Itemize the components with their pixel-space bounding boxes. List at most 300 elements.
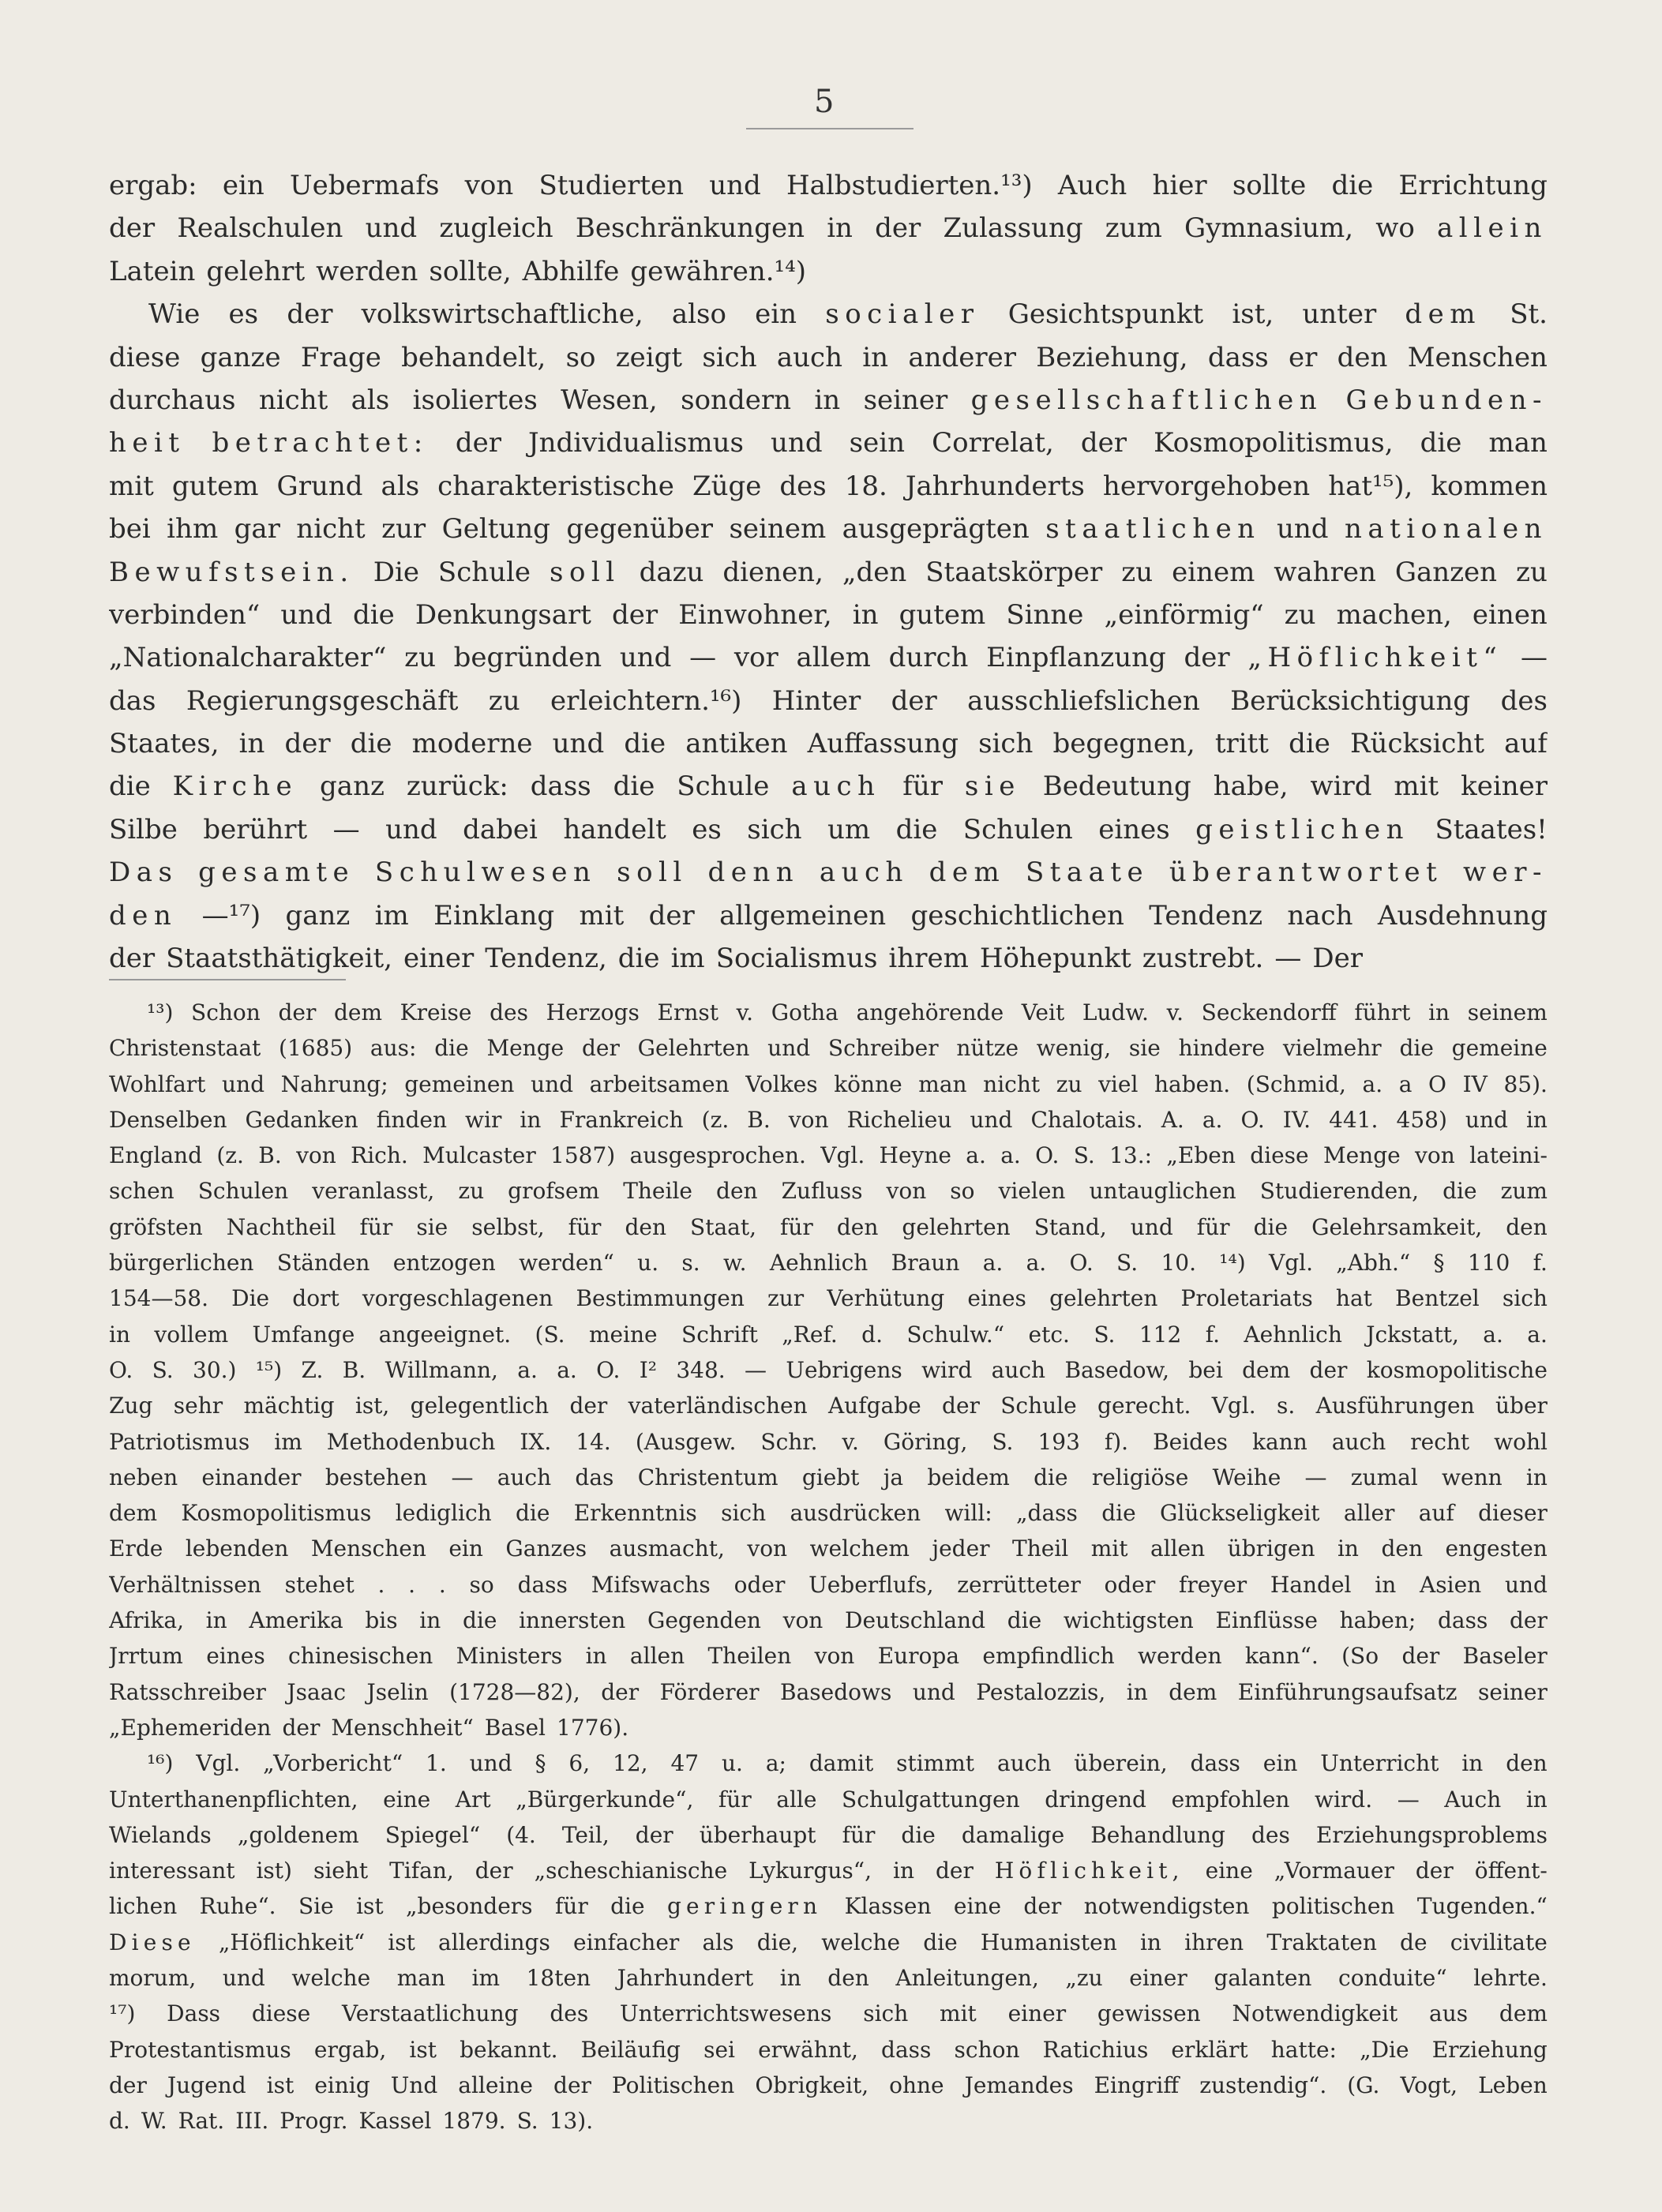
word: Auch [1444,1786,1502,1813]
word: „Nationalcharakter“ [109,642,387,674]
word: „zu [1065,1965,1103,1992]
word: sehr [173,1393,223,1419]
word: der [475,1858,513,1884]
word: Ganzes [505,1535,587,1562]
word: Rat. [178,2108,225,2135]
word: a. [1026,1250,1047,1277]
word: bis [365,1607,398,1634]
word: auf [1418,1500,1454,1527]
word: Basedow, [1064,1356,1169,1383]
word: dienen, [722,556,823,588]
word: S. [152,1356,174,1383]
word: Bewufstsein. [109,556,355,588]
word: Protestantismus [109,2036,291,2063]
word: eine [1205,1858,1253,1884]
word: Ausdehnung [1377,899,1548,932]
word: oder [1104,1571,1156,1598]
word: kommen [1431,470,1548,502]
word: die [462,1607,497,1634]
word: neben [109,1464,178,1490]
word: gar [234,513,280,546]
word: . [408,1571,416,1598]
word: S. [1073,1142,1095,1169]
word: (1728—82), [449,1678,580,1705]
word: Vgl. [196,1750,241,1777]
word: der [282,1714,321,1741]
word: Beides [1153,1428,1229,1455]
word: — [451,1464,474,1490]
word: Schule [677,770,770,803]
word: um [827,813,871,845]
word: und [1504,1571,1548,1598]
word: in [1525,1464,1548,1490]
word: St. [1510,298,1548,331]
word: und [1465,1106,1508,1133]
word: meine [588,1321,658,1348]
word: für [780,1213,813,1240]
word: entzogen [392,1250,496,1277]
word: in [520,1106,542,1133]
word: zeigt [615,341,683,373]
word: der [581,1035,620,1062]
word: B. [258,1142,282,1169]
word: aus [1429,2000,1469,2027]
word: welche [291,1965,371,1992]
word: heit [109,427,186,459]
word: Theil [1012,1535,1069,1562]
word: Gelehrten [637,1035,750,1062]
word: von [296,1142,336,1169]
word: Frankreich [559,1106,684,1133]
word: zurück: [406,770,508,803]
word: Höhepunkt [979,943,1131,975]
word: Uebrigens [786,1356,902,1383]
word: also [671,298,726,331]
word: Realschulen [177,212,343,245]
word: in [109,1321,130,1348]
word: innersten [519,1607,626,1634]
page-number: 5 [814,84,835,120]
footnote-line [109,1745,1548,1781]
word: es [692,813,722,845]
word: Gymnasium, [1184,212,1354,245]
word: auch [791,770,881,803]
text-line [109,594,1548,636]
word: u. [721,1750,743,1777]
word: (4. [506,1821,536,1848]
word: der [1401,1643,1440,1670]
word: von [886,1178,927,1205]
word: als [702,1929,734,1955]
word: ganz [320,770,385,803]
word: Ratichius [1042,2036,1149,2063]
word: sich [702,341,757,373]
word: dazu [639,556,704,588]
word: nach [1287,899,1353,932]
word: seinem [1467,999,1548,1025]
word: auch [1331,1428,1386,1455]
word: Jsaac [287,1678,347,1705]
word: wird [1310,770,1372,803]
word: auch [776,341,842,373]
footnote-line [109,2068,1548,2103]
word: wir [465,1106,502,1133]
word: 1879. [442,2108,506,2135]
word: Regierungsgeschäft [186,684,459,717]
word: ausmacht, [609,1535,725,1562]
word: eines [967,1285,1026,1312]
word: in [1428,999,1450,1025]
word: dass [881,2036,932,2063]
word: die [617,943,660,975]
word: Amerika [249,1607,343,1634]
word: a [1398,1070,1413,1097]
page-number-rule [746,128,914,129]
word: dem [1405,298,1481,331]
word: welche [821,1929,901,1955]
word: die [434,1035,469,1062]
word: ¹⁵) [255,1356,283,1383]
word: vorgeschlagenen [362,1285,553,1312]
word: seinem [729,513,827,546]
word: Politischen [611,2071,735,2098]
footnote-line [109,1352,1548,1388]
word: dringend [1045,1786,1146,1813]
word: Gelehrsamkeit, [1311,1213,1483,1240]
word: (G. [1347,2071,1380,2098]
word: geringern [666,1893,823,1920]
word: staatlichen [1045,513,1261,546]
word: O [1428,1070,1446,1097]
word: zum [1500,1178,1548,1205]
word: 112 [1139,1321,1182,1348]
word: Kirche [172,770,298,803]
word: Nachtheil [226,1213,336,1240]
word: jeder [932,1535,990,1562]
word: gutem [171,470,259,502]
word: behandelt, [401,341,546,373]
word: a; [765,1750,786,1777]
word: a. [1000,1142,1021,1169]
footnote-line [109,1710,1548,1745]
word: Auffassung [807,728,959,760]
footnote-line [109,1888,1548,1924]
word: haben. [1154,1070,1231,1097]
word: Dass [167,2000,221,2027]
word: „Vormauer [1274,1858,1394,1884]
word: von [788,1106,829,1133]
word: zustrebt. [1142,943,1264,975]
word: im [274,1428,302,1455]
word: die [923,1929,958,1955]
word: 1. [426,1750,447,1777]
word: Tendenz, [485,943,607,975]
word: überantwortet [1169,857,1443,889]
word: Erkenntnis [573,1500,697,1527]
word: werden [316,255,418,287]
word: wohl [1494,1428,1548,1455]
word: haben; [1339,1607,1416,1634]
footnote-line [109,1388,1548,1423]
word: lateini- [1469,1142,1548,1169]
word: einander [201,1464,302,1490]
word: hatte: [1270,2036,1337,2063]
word: Chalotais. [1030,1106,1143,1133]
word: Obrigkeit, [755,2071,869,2098]
word: überein, [1074,1750,1168,1777]
word: „Ref. [782,1321,838,1348]
word: empfohlen [1171,1786,1290,1813]
word: 154—58. [109,1285,208,1312]
word: allgemeinen [719,899,887,932]
word: der [287,298,333,331]
word: „scheschianische [534,1858,728,1884]
word: § [535,1750,546,1777]
word: und [619,642,672,674]
word: (Ausgew. [635,1428,737,1455]
word: der [942,1393,980,1419]
word: Wesen, [561,384,658,416]
word: „Höflichkeit“ [1247,642,1503,674]
word: für [554,1893,588,1920]
word: Veit [1021,999,1065,1025]
word: ein [222,170,264,201]
word: einig [314,2071,370,2098]
word: Beschränkungen [575,212,805,245]
word: a. [557,1356,577,1383]
word: Patriotismus [109,1428,250,1455]
word: beidem [927,1464,1010,1490]
word: und [767,1035,811,1062]
word: für [1196,1213,1230,1240]
word: arbeitsamen [589,1070,730,1097]
word: Wielands [109,1821,212,1848]
word: 47 [670,1750,700,1777]
word: Denkungsart [415,598,591,631]
word: Der [1312,943,1363,975]
word: Methodenbuch [326,1428,496,1455]
word: der [109,943,156,975]
word: zu [1056,1070,1082,1097]
word: allein [1437,212,1548,245]
word: sich [1502,1285,1548,1312]
word: „Die [1360,2036,1409,2063]
word: Braun [891,1250,960,1277]
word: — [1397,1786,1420,1813]
word: begegnen, [1052,728,1195,760]
word: hat [1335,1285,1372,1312]
word: sich [978,728,1034,760]
word: 441. [1329,1106,1379,1133]
word: schon [954,2036,1020,2063]
word: Frage [300,341,381,373]
word: ist [388,1929,415,1955]
text-line [109,636,1548,679]
word: Und [390,2071,438,2098]
text-line [109,336,1548,379]
word: und [1130,1213,1173,1240]
word: a. [1483,1321,1503,1348]
word: das [575,1464,614,1490]
word: von [464,170,514,201]
word: gewissen [1097,2000,1201,2027]
word: sie [416,1213,448,1240]
word: B. [342,1356,366,1383]
word: schen [109,1178,174,1205]
word: 13.: [1109,1142,1153,1169]
word: Errichtung [1398,170,1548,201]
word: Grund [276,470,363,502]
word: wenig, [1036,1035,1112,1062]
word: für [359,1213,393,1240]
word: im [374,899,409,932]
word: Zug [109,1393,153,1419]
word: die [895,813,938,845]
word: „dass [1016,1500,1078,1527]
word: die [350,728,392,760]
word: Ruhe“. [199,1893,276,1920]
word: dass [1437,1607,1488,1634]
word: auf [1504,728,1548,760]
word: zur [767,1285,805,1312]
footnote-separator [109,979,346,980]
word: die [1101,1500,1136,1527]
word: und [365,212,418,245]
word: bei [1188,1356,1223,1383]
word: Teil, [561,1821,610,1848]
word: Nahrung; [280,1070,388,1097]
word: Kreise [400,999,472,1025]
word: hindere [1178,1035,1266,1062]
word: Staates, [109,728,219,760]
word: gewähren.¹⁴) [630,255,807,287]
word: Jndividualismus [528,427,744,459]
word: ja [883,1464,904,1490]
text-line [109,422,1548,464]
word: Pestalozzis, [976,1678,1106,1705]
word: Heyne [879,1142,951,1169]
word: durch [888,642,969,674]
text-line [109,808,1548,851]
word: W. [141,2108,167,2135]
word: und [531,1070,574,1097]
word: die, [756,1929,799,1955]
word: Theile [623,1178,692,1205]
word: könne [834,1070,902,1097]
word: angehörende [856,999,1004,1025]
word: allerdings [438,1929,550,1955]
word: so [469,1571,494,1598]
word: des [1500,684,1548,717]
text-line [109,465,1548,508]
word: v. [736,999,754,1025]
word: (S. [535,1321,565,1348]
word: den [827,1965,869,1992]
word: gesamte [198,857,355,889]
word: lichen [109,1893,178,1920]
word: dem [929,857,1006,889]
word: in [1126,1678,1148,1705]
word: sein [849,427,906,459]
word: Studierenden, [1259,1178,1420,1205]
footnote-line [109,1674,1548,1710]
word: grofsem [508,1178,600,1205]
word: engesten [1445,1535,1548,1562]
word: 13). [549,2108,594,2135]
word: diese [251,2000,311,2027]
word: Ausführungen [1315,1393,1475,1419]
word: finden [376,1106,447,1133]
word: Anleitungen, [895,1965,1039,1992]
word: Die [231,1285,270,1312]
word: hier [1152,170,1207,201]
word: Menge [1322,1142,1401,1169]
word: Staates! [1435,813,1548,845]
footnote-line [109,1567,1548,1603]
word: der [1415,1858,1454,1884]
word: Kosmopolitismus, [1154,427,1394,459]
word: zumal [1350,1464,1418,1490]
word: „Bürgerkunde“, [516,1786,694,1813]
word: Jahrhunderts [905,470,1085,502]
word: und [469,1750,512,1777]
word: Jrrtum [109,1643,183,1670]
text-line [109,164,1548,207]
word: wichtigsten [1063,1607,1194,1634]
word: Humanisten [980,1929,1117,1955]
word: Vogt, [1400,2071,1458,2098]
word: sollte, [429,255,512,287]
word: viel [1098,1070,1139,1097]
word: Z. [301,1356,324,1383]
word: Vgl. [1211,1393,1256,1419]
word: im [670,943,705,975]
word: geistlichen [1195,813,1410,845]
word: v. [1166,999,1184,1025]
word: 1587) [550,1142,616,1169]
word: Ministers [456,1643,563,1670]
word: a. [1362,1070,1383,1097]
word: lediglich [395,1500,492,1527]
word: Göring, [883,1428,968,1455]
word: dort [292,1285,340,1312]
word: ¹⁴) [1219,1250,1246,1277]
word: der [875,212,921,245]
word: das [109,684,156,717]
word: Deutschland [845,1607,986,1634]
word: Staat, [690,1213,756,1240]
word: des [490,999,528,1025]
word: ausdrücken [790,1500,921,1527]
word: ist, [1232,298,1274,331]
word: erwähnt, [758,2036,858,2063]
word: empfindlich [982,1643,1115,1670]
word: Uebermafs [289,170,440,201]
word: nationalen [1344,513,1548,546]
word: „Vorbericht“ [263,1750,403,1777]
word: einem [1172,556,1255,588]
word: „Abh.“ [1336,1250,1411,1277]
word: Abhilfe [522,255,620,287]
word: die [1399,1035,1434,1062]
word: der [1023,1893,1062,1920]
word: Basel [484,1714,546,1741]
word: zu [404,642,436,674]
text-line [109,379,1548,422]
word: keiner [1461,770,1548,803]
word: man [1488,427,1548,459]
word: recht [1410,1428,1470,1455]
